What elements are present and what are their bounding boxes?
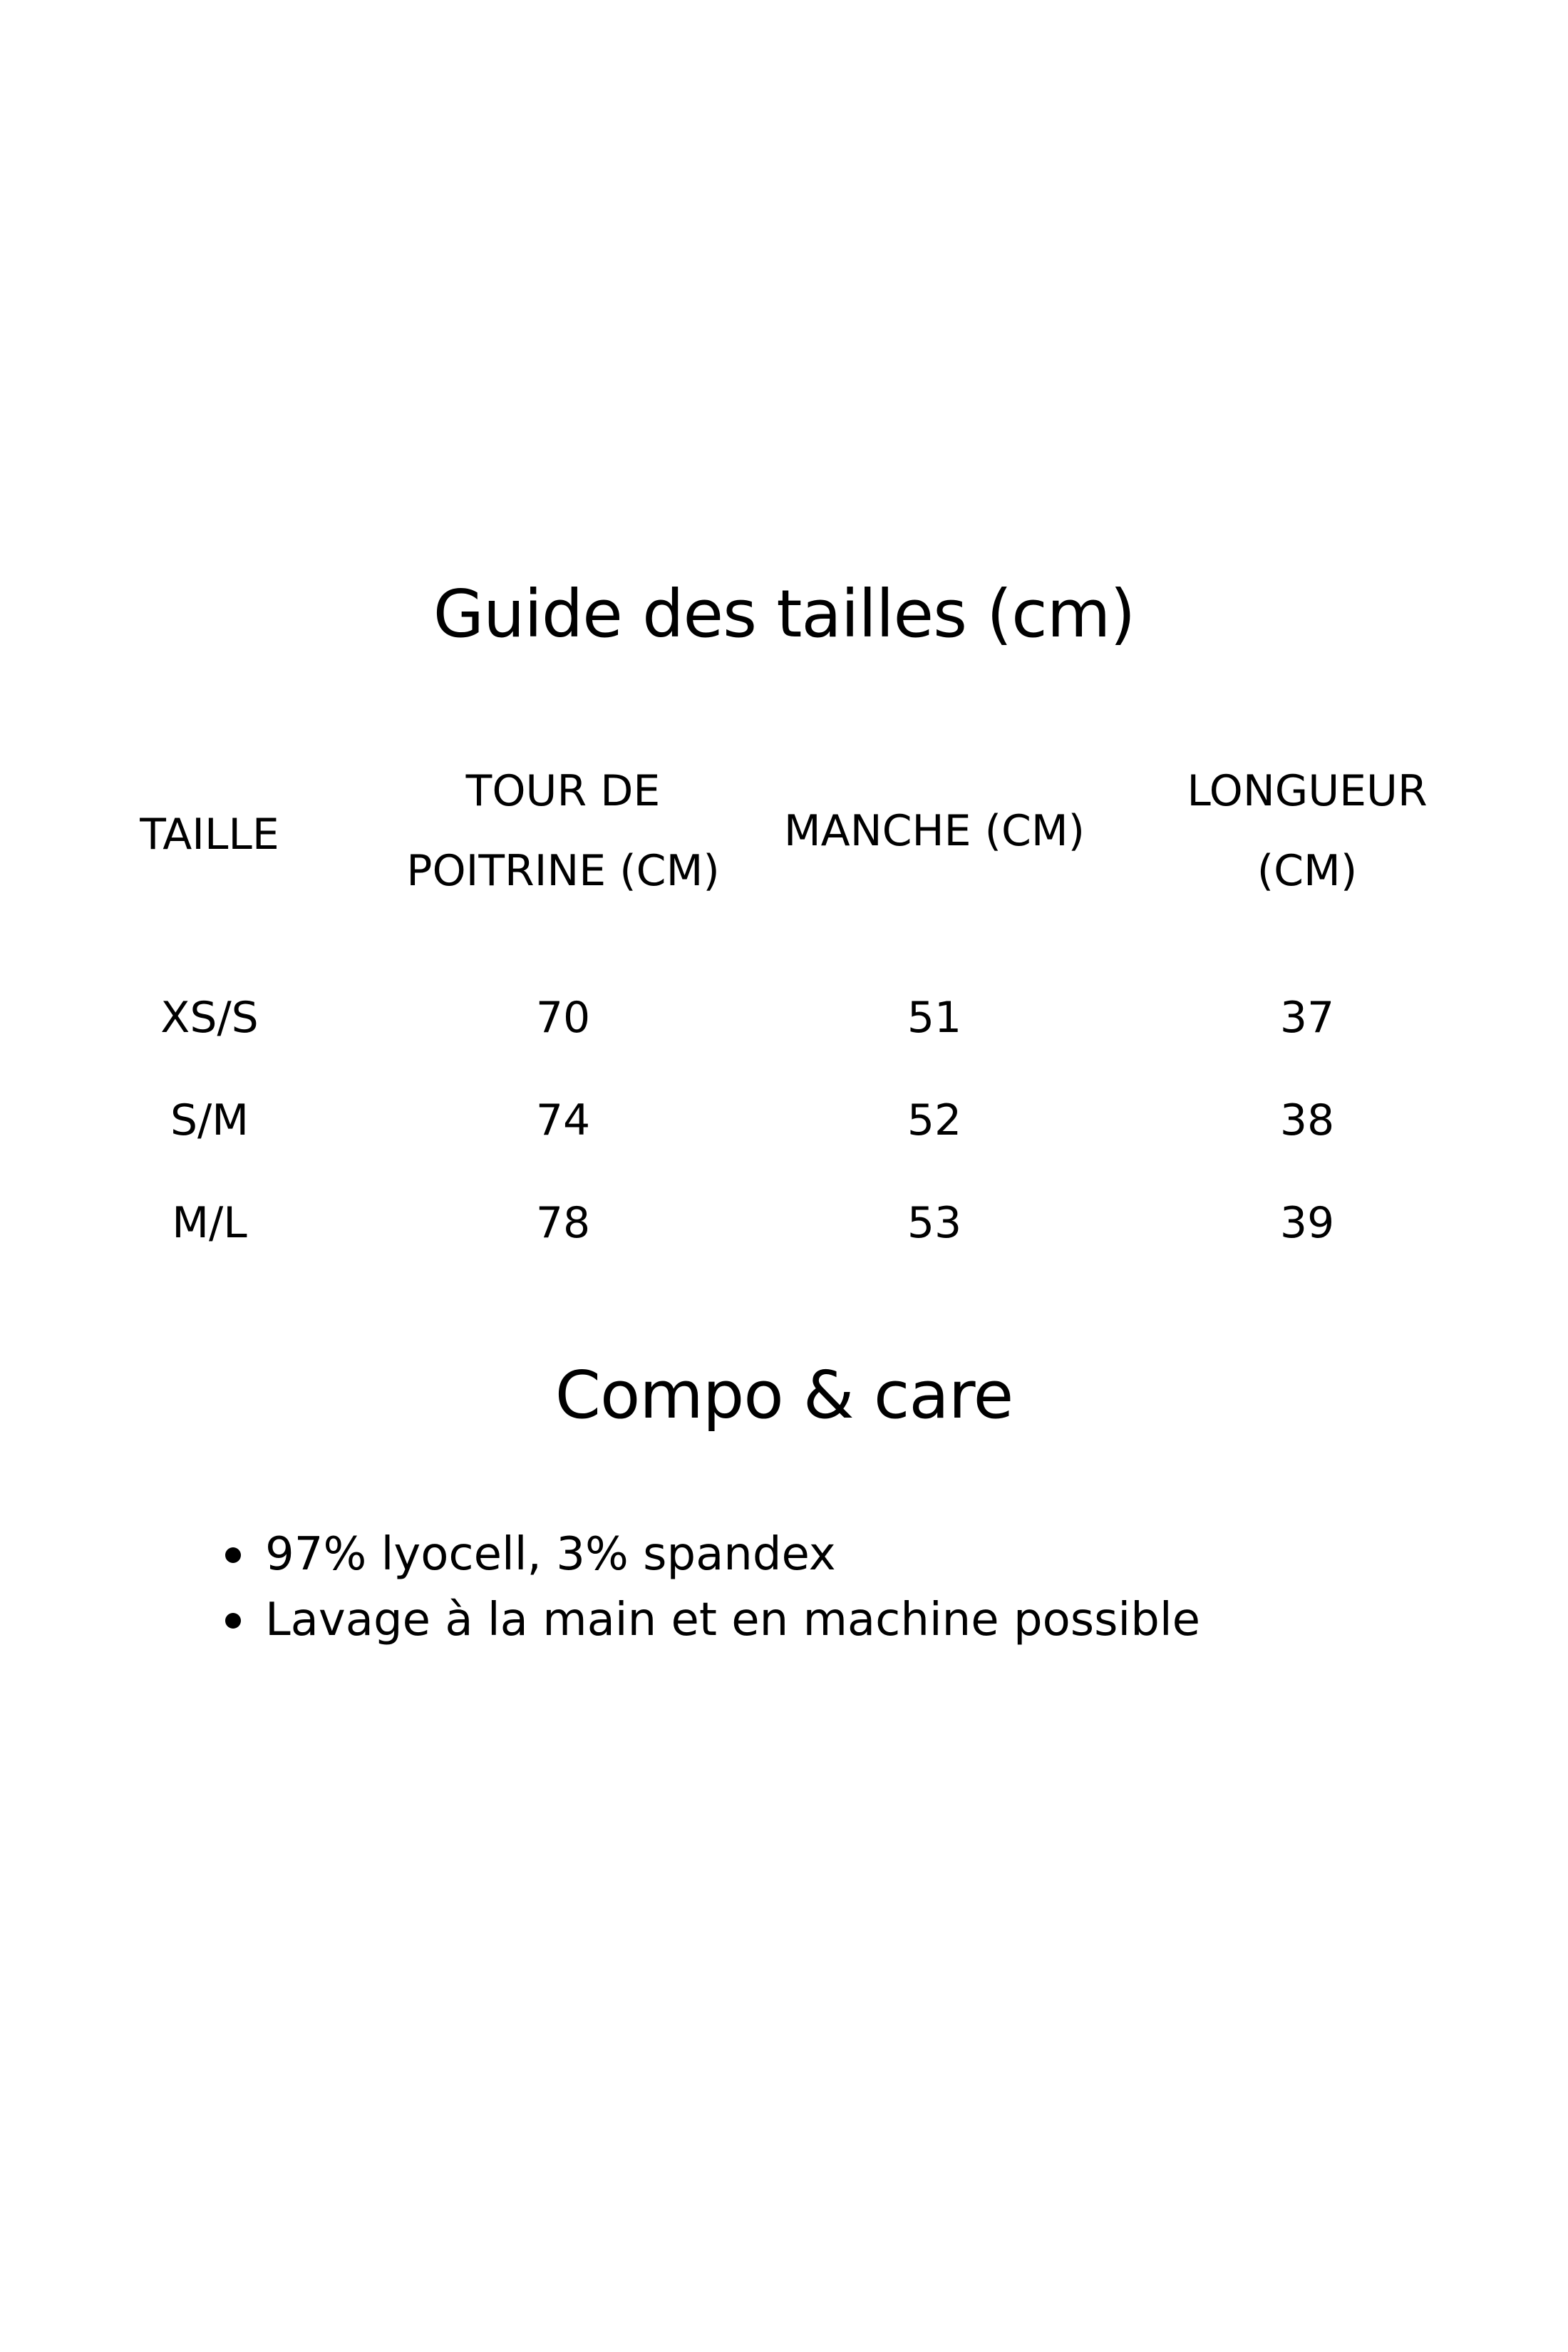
bullet-icon — [225, 1547, 241, 1563]
cell-taille: S/M — [170, 1095, 249, 1145]
cell-manche: 53 — [907, 1198, 962, 1248]
list-item — [221, 1522, 1200, 1587]
cell-longueur: 39 — [1279, 1198, 1335, 1248]
cell-manche: 52 — [907, 1095, 962, 1145]
cell-longueur: 38 — [1279, 1095, 1335, 1145]
column-header-taille: TAILLE — [140, 810, 279, 860]
column-header-longueur-line1: LONGUEUR — [1187, 766, 1428, 816]
column-header-longueur-line2: (CM) — [1257, 846, 1358, 896]
list-item — [221, 1587, 1200, 1653]
list-item-text: Lavage à la main et en machine possible — [265, 1594, 1200, 1646]
compo-care-title: Compo & care — [555, 1357, 1013, 1433]
cell-manche: 51 — [907, 993, 962, 1043]
cell-tour-de-poitrine: 70 — [535, 993, 591, 1043]
cell-tour-de-poitrine: 78 — [535, 1198, 591, 1248]
cell-longueur: 37 — [1279, 993, 1335, 1043]
list-item-text: 97% lyocell, 3% spandex — [265, 1528, 836, 1581]
cell-tour-de-poitrine: 74 — [535, 1095, 591, 1145]
cell-taille: M/L — [172, 1198, 247, 1248]
size-guide-title: Guide des tailles (cm) — [433, 576, 1135, 652]
column-header-tour-de-poitrine-line1: TOUR DE — [465, 766, 661, 816]
cell-taille: XS/S — [160, 993, 259, 1043]
bullet-icon — [225, 1613, 241, 1629]
column-header-manche: MANCHE (CM) — [783, 806, 1085, 856]
compo-care-list — [221, 1522, 1200, 1653]
column-header-tour-de-poitrine-line2: POITRINE (CM) — [406, 846, 720, 896]
